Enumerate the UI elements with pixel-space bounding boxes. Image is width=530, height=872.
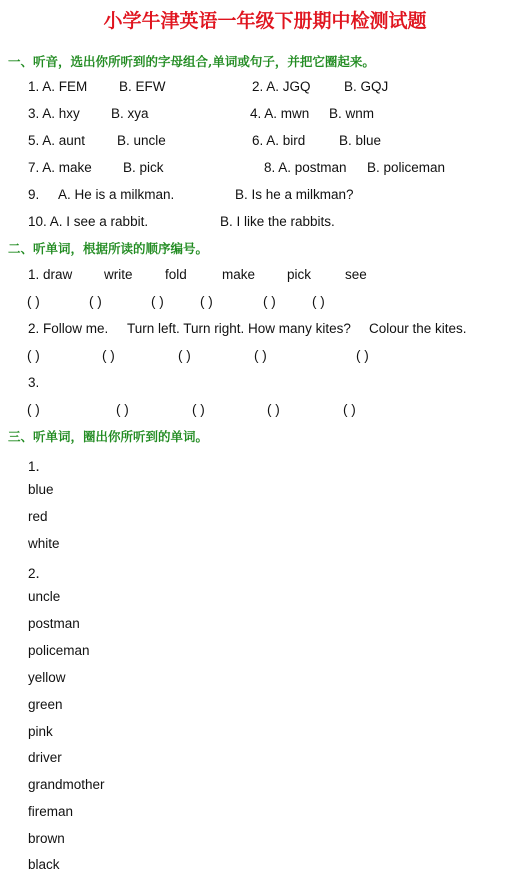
item-6-option-a: 6. A. bird	[252, 133, 306, 148]
section-heading-2: 二、听单词，根据所读的顺序编号。	[8, 241, 209, 256]
item-9-option-a: A. He is a milkman.	[58, 187, 175, 202]
word-item: black	[28, 857, 60, 872]
answer-bracket: ( )	[312, 294, 325, 309]
answer-bracket: ( )	[89, 294, 102, 309]
item-9-number: 9.	[28, 187, 40, 202]
answer-bracket: ( )	[151, 294, 164, 309]
item-3-option-a: 3. A. hxy	[28, 106, 80, 121]
word-item: green	[28, 697, 63, 712]
item-2-option-b: B. GQJ	[344, 79, 389, 94]
answer-bracket: ( )	[254, 348, 267, 363]
answer-bracket: ( )	[192, 402, 205, 417]
answer-bracket: ( )	[263, 294, 276, 309]
answer-bracket: ( )	[356, 348, 369, 363]
item-3-option-b: B. xya	[111, 106, 149, 121]
answer-bracket: ( )	[200, 294, 213, 309]
answer-bracket: ( )	[102, 348, 115, 363]
item-1-option-a: 1. A. FEM	[28, 79, 88, 94]
item-7-option-a: 7. A. make	[28, 160, 92, 175]
item-9-option-b: B. Is he a milkman?	[235, 187, 354, 202]
item-8-option-b: B. policeman	[367, 160, 446, 175]
q2-phrase: Colour the kites.	[369, 321, 467, 336]
word-item: yellow	[28, 670, 66, 685]
section-heading-3: 三、听单词，圈出你所听到的单词。	[8, 429, 209, 444]
answer-bracket: ( )	[27, 294, 40, 309]
group-1-label: 1．	[28, 459, 50, 474]
page-title: 小学牛津英语一年级下册期中检测试题	[103, 10, 427, 32]
answer-bracket: ( )	[178, 348, 191, 363]
item-2-option-a: 2. A. JGQ	[252, 79, 311, 94]
word-item: fireman	[28, 804, 74, 819]
q2-phrase: Turn left. Turn right. How many kites?	[127, 321, 351, 336]
word-item: uncle	[28, 589, 61, 604]
q1-word: 1. draw	[28, 267, 73, 282]
q3-label: 3.	[28, 375, 40, 390]
answer-bracket: ( )	[116, 402, 129, 417]
group-2-label: 2．	[28, 566, 50, 581]
q1-word: pick	[287, 267, 312, 282]
answer-bracket: ( )	[267, 402, 280, 417]
item-6-option-b: B. blue	[339, 133, 382, 148]
item-5-option-a: 5. A. aunt	[28, 133, 86, 148]
q1-word: fold	[165, 267, 187, 282]
item-5-option-b: B. uncle	[117, 133, 166, 148]
item-8-option-a: 8. A. postman	[264, 160, 347, 175]
word-item: blue	[28, 482, 54, 497]
word-item: brown	[28, 831, 65, 846]
item-10-option-b: B. I like the rabbits.	[220, 214, 335, 229]
word-item: red	[28, 509, 48, 524]
answer-bracket: ( )	[27, 348, 40, 363]
word-item: white	[28, 536, 60, 551]
answer-bracket: ( )	[343, 402, 356, 417]
q2-phrase: 2. Follow me.	[28, 321, 109, 336]
word-item: policeman	[28, 643, 90, 658]
item-10-option-a: 10. A. I see a rabbit.	[28, 214, 149, 229]
q1-word: see	[345, 267, 367, 282]
word-item: postman	[28, 616, 80, 631]
q1-word: make	[222, 267, 256, 282]
word-item: grandmother	[28, 777, 105, 792]
word-item: pink	[28, 724, 53, 739]
item-7-option-b: B. pick	[123, 160, 164, 175]
word-item: driver	[28, 750, 62, 765]
q1-word: write	[104, 267, 133, 282]
answer-bracket: ( )	[27, 402, 40, 417]
item-4-option-a: 4. A. mwn	[250, 106, 310, 121]
item-1-option-b: B. EFW	[119, 79, 166, 94]
section-heading-1: 一、听音，选出你所听到的字母组合,单词或句子，并把它圈起来。	[8, 54, 375, 69]
item-4-option-b: B. wnm	[329, 106, 375, 121]
